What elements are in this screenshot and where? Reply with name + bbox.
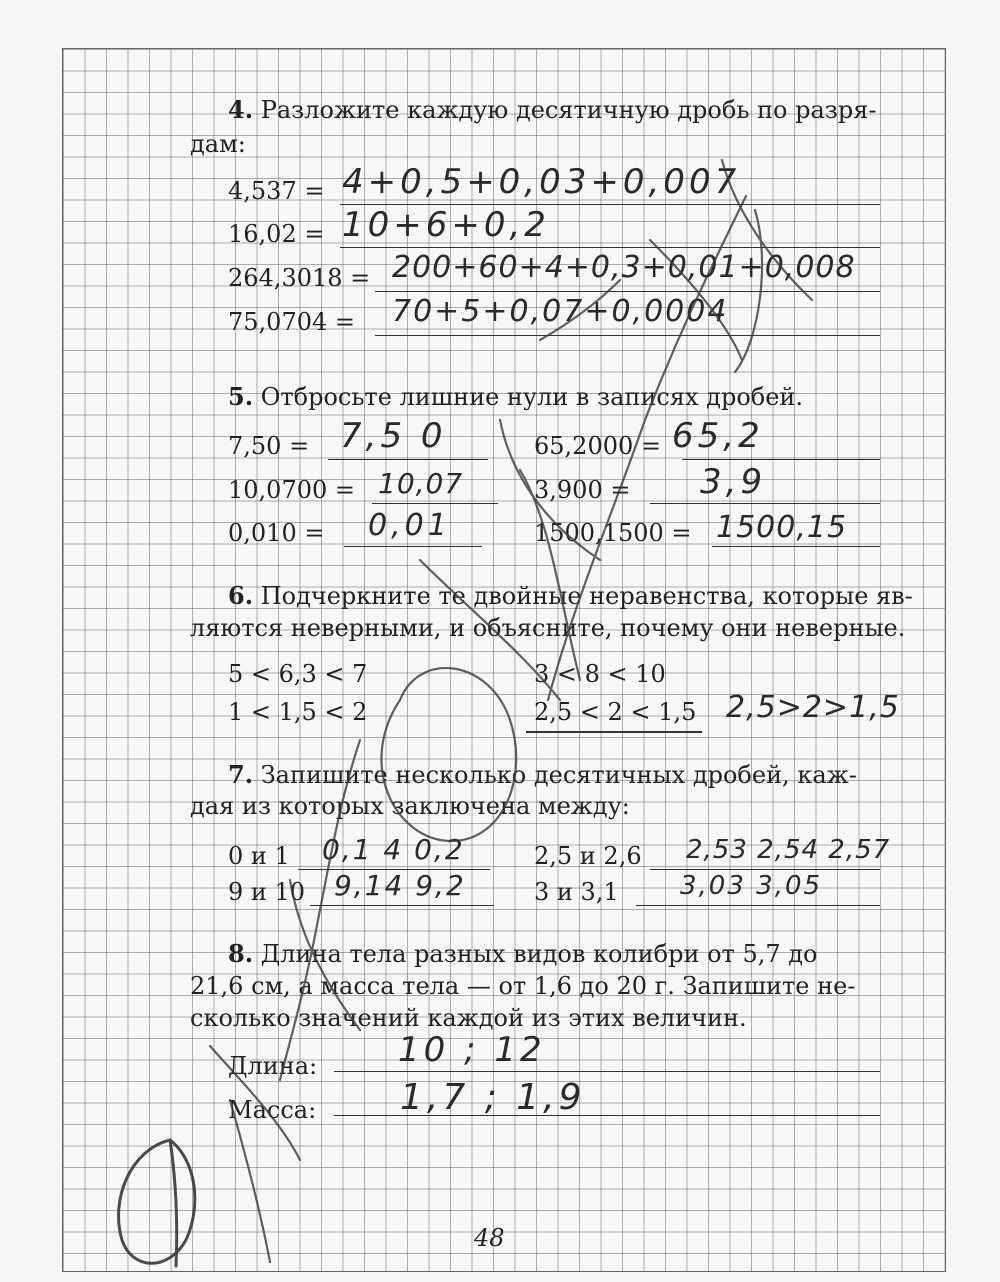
task-text: дам: [190, 130, 246, 158]
page-number: 48 [474, 1224, 505, 1252]
handwritten-answer: 70+5+0,07+0,0004 [392, 294, 729, 329]
pencil-stroke [735, 210, 762, 372]
pencil-stroke [420, 560, 560, 700]
inequality: 2,5 < 2 < 1,5 [534, 698, 697, 726]
handwritten-answer: 200+60+4+0,3+0,01+0,008 [392, 250, 856, 285]
grade-mark-stroke [170, 1140, 177, 1266]
task-text: Длина тела разных видов колибри от 5,7 до [260, 940, 818, 968]
handwritten-answer: 10,07 [378, 467, 464, 500]
task-number: 7. [228, 760, 254, 789]
pencil-stroke [280, 740, 360, 1080]
pencil-stroke [548, 196, 746, 700]
range-label: 3 и 3,1 [534, 878, 619, 906]
handwritten-answer: 4+0,5+0,03+0,007 [342, 162, 741, 202]
pencil-circle [381, 668, 516, 841]
pencil-stroke [540, 280, 620, 340]
handwritten-answer: 2,53 2,54 2,57 [686, 835, 891, 865]
pencil-stroke [500, 420, 600, 560]
task-number: 8. [228, 939, 254, 968]
inequality: 3 < 8 < 10 [534, 660, 666, 688]
handwritten-explanation: 2,5>2>1,5 [726, 690, 900, 725]
task-text: Отбросьте лишние нули в записях дробей. [260, 383, 804, 411]
pencil-stroke [230, 1100, 270, 1262]
grade-mark-icon [119, 1140, 195, 1266]
quantity-label: Длина: [228, 1052, 318, 1080]
inequality: 5 < 6,3 < 7 [228, 660, 368, 688]
task-text: Разложите каждую десятичную дробь по разря- [260, 96, 877, 124]
handwritten-answer: 10+6+0,2 [342, 205, 550, 245]
handwritten-answer: 7,5 0 [340, 416, 447, 456]
inequality: 1 < 1,5 < 2 [228, 698, 368, 726]
task-number: 4. [228, 95, 254, 124]
handwritten-answer: 3,9 [700, 462, 767, 502]
expression-label: 264,3018 = [228, 264, 371, 292]
grade-mark-stroke [119, 1140, 195, 1263]
handwritten-answer: 9,14 9,2 [334, 869, 466, 902]
task-text: сколько значений каждой из этих величин. [190, 1004, 747, 1032]
fraction-label: 7,50 = [228, 432, 310, 460]
task-text: дая из которых заключена между: [190, 792, 630, 820]
fraction-label: 3,900 = [534, 476, 631, 504]
pencil-stroke [210, 1046, 300, 1160]
pencil-stroke [722, 160, 812, 300]
expression-label: 16,02 = [228, 220, 325, 248]
range-label: 9 и 10 [228, 878, 306, 906]
fraction-label: 0,010 = [228, 519, 325, 547]
fraction-label: 65,2000 = [534, 432, 661, 460]
task-text: ляются неверными, и объясните, почему они неверные. [190, 614, 906, 642]
handwritten-answer: 0,1 4 0,2 [322, 833, 465, 866]
expression-label: 75,0704 = [228, 308, 355, 336]
fraction-label: 1500,1500 = [534, 519, 692, 547]
quantity-label: Масса: [228, 1096, 317, 1124]
handwritten-answer: 0,01 [368, 508, 451, 543]
handwritten-answer: 10 ; 12 [398, 1030, 546, 1070]
fraction-label: 10,0700 = [228, 476, 355, 504]
handwritten-answer: 3,03 3,05 [680, 871, 823, 901]
handwritten-answer: 1,7 ; 1,9 [400, 1077, 586, 1118]
task-text: Подчеркните те двойные неравенства, которые яв- [260, 582, 913, 610]
task-text: 21,6 см, а масса тела — от 1,6 до 20 г. Запишите не- [190, 972, 856, 1000]
range-label: 0 и 1 [228, 842, 290, 870]
task-number: 6. [228, 581, 254, 610]
expression-label: 4,537 = [228, 177, 325, 205]
task-number: 5. [228, 382, 254, 411]
task-text: Запишите несколько десятичных дробей, каж- [260, 761, 857, 789]
range-label: 2,5 и 2,6 [534, 842, 642, 870]
handwritten-answer: 1500,15 [716, 510, 848, 545]
pencil-stroke [520, 470, 580, 680]
handwritten-answer: 65,2 [672, 416, 764, 456]
pencil-stroke [290, 880, 360, 1030]
